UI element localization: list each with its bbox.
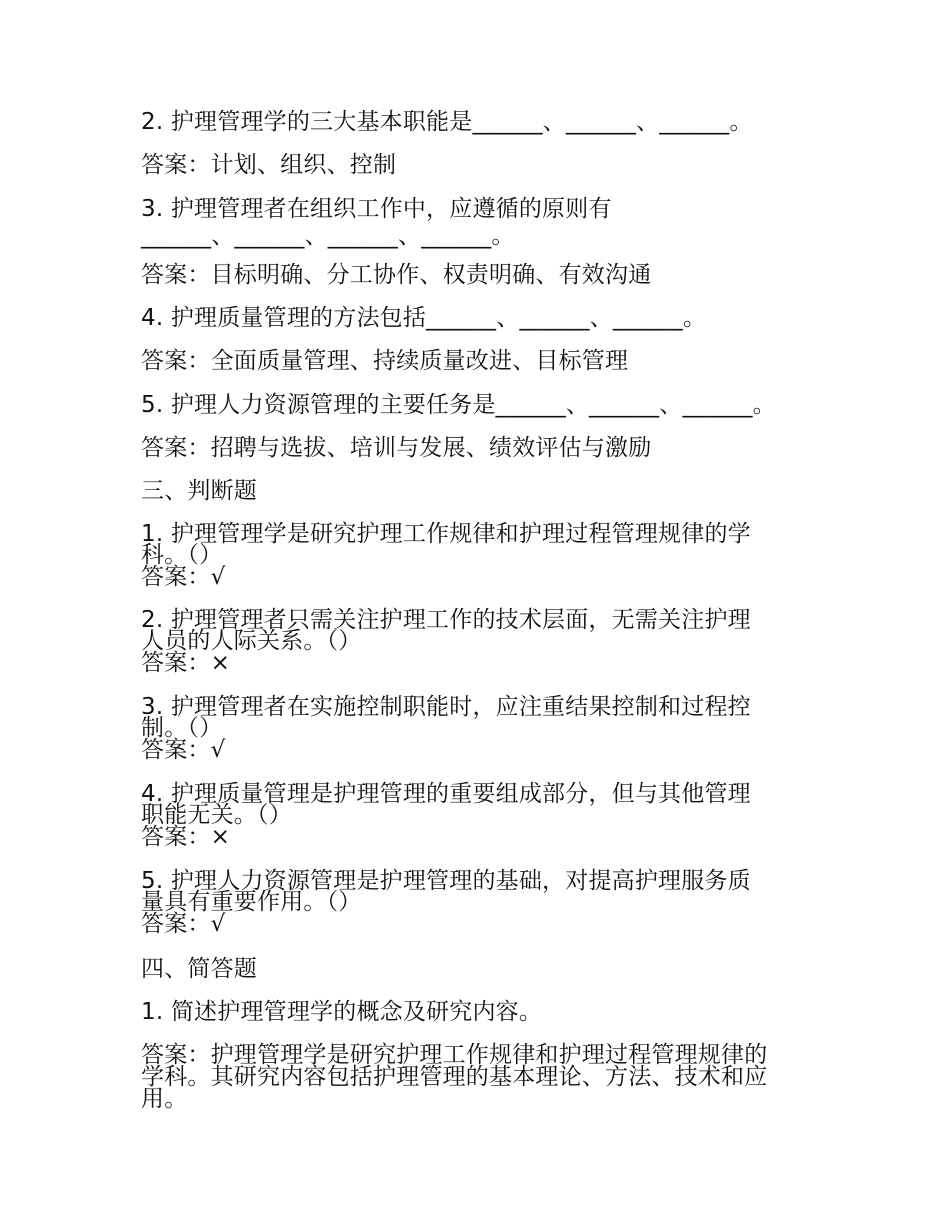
section-heading-true-false: 三、判断题 (141, 478, 257, 504)
tf-answer-3: 答案：√ (141, 737, 226, 763)
tf-answer-4: 答案：× (141, 824, 231, 850)
short-answer-question-1: 1. 简述护理管理学的概念及研究内容。 (141, 999, 543, 1025)
tf-answer-5: 答案：√ (141, 911, 226, 937)
tf-question-3-line2: 制。（） (141, 715, 223, 741)
section-heading-short-answer: 四、简答题 (141, 956, 257, 982)
fill-answer-3: 答案：目标明确、分工协作、权责明确、有效沟通 (141, 262, 652, 288)
short-answer-line-2: 学科。其研究内容包括护理管理的基本理论、方法、技术和应 (141, 1064, 768, 1090)
tf-question-3-line1: 3. 护理管理者在实施控制职能时，应注重结果控制和过程控 (141, 694, 751, 720)
fill-question-3-line1: 3. 护理管理者在组织工作中，应遵循的原则有 (141, 196, 612, 222)
tf-answer-2: 答案：× (141, 650, 231, 676)
fill-question-3-line2: ______、______、______、______。 (141, 223, 515, 249)
tf-question-5-line2: 量具有重要作用。（） (141, 889, 362, 915)
tf-question-1-line2: 科。（） (141, 542, 223, 568)
tf-question-1-line1: 1. 护理管理学是研究护理工作规律和护理过程管理规律的学 (141, 521, 751, 547)
fill-question-2: 2. 护理管理学的三大基本职能是______、______、______。 (141, 109, 753, 135)
tf-question-2-line1: 2. 护理管理者只需关注护理工作的技术层面，无需关注护理 (141, 607, 751, 633)
tf-question-4-line2: 职能无关。（） (141, 802, 292, 828)
short-answer-line-1: 答案：护理管理学是研究护理工作规律和护理过程管理规律的 (141, 1042, 768, 1068)
tf-question-4-line1: 4. 护理质量管理是护理管理的重要组成部分，但与其他管理 (141, 781, 751, 807)
fill-answer-5: 答案：招聘与选拔、培训与发展、绩效评估与激励 (141, 435, 652, 461)
fill-question-5: 5. 护理人力资源管理的主要任务是______、______、______。 (141, 392, 776, 418)
tf-question-2-line2: 人员的人际关系。（） (141, 628, 362, 654)
short-answer-line-3: 用。 (141, 1086, 188, 1112)
fill-question-4: 4. 护理质量管理的方法包括______、______、______。 (141, 305, 707, 331)
tf-answer-1: 答案：√ (141, 564, 226, 590)
tf-question-5-line1: 5. 护理人力资源管理是护理管理的基础，对提高护理服务质 (141, 868, 751, 894)
fill-answer-2: 答案：计划、组织、控制 (141, 152, 397, 178)
fill-answer-4: 答案：全面质量管理、持续质量改进、目标管理 (141, 348, 629, 374)
